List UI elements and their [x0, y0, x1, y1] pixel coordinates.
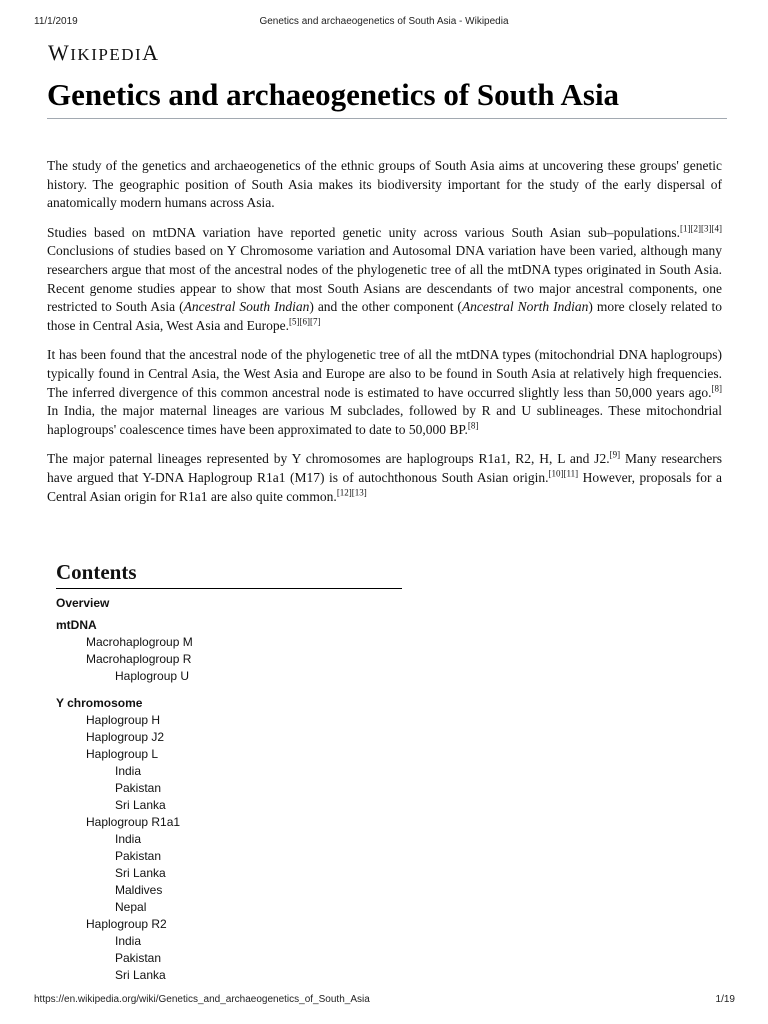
toc-item-l-india[interactable]: India — [115, 764, 142, 778]
toc-item-macrohaplogroup-r[interactable]: Macrohaplogroup R — [86, 652, 192, 666]
toc-item-r2-pakistan[interactable]: Pakistan — [115, 951, 162, 965]
print-url: https://en.wikipedia.org/wiki/Genetics_and_archaeogenetics_of_South_Asia — [34, 994, 370, 1005]
toc-item-r2-india[interactable]: India — [115, 934, 142, 948]
toc-item-r1a1-sri-lanka[interactable]: Sri Lanka — [115, 866, 166, 880]
citation-refs[interactable]: [5][6][7] — [289, 316, 321, 327]
article-body — [47, 157, 722, 517]
print-page-number: 1/19 — [715, 994, 735, 1005]
toc-item-l-pakistan[interactable]: Pakistan — [115, 781, 162, 795]
toc-item-l-sri-lanka[interactable]: Sri Lanka — [115, 798, 166, 812]
citation-refs[interactable]: [9] — [609, 449, 621, 460]
print-date: 11/1/2019 — [34, 16, 78, 27]
table-of-contents — [56, 558, 402, 984]
toc-item-mtdna[interactable]: mtDNA — [56, 618, 97, 632]
paragraph-mtdna: It has been found that the ancestral node of the phylogenetic tree of all the mtDNA types (mitochondrial DNA haplogroups) typically found in Central Asia, the West Asia and Europe are also to be found in South Asia at relatively high frequencies. The inferred divergence of this common ancestral node is estimated to have occurred slightly less than 50,000 years ago.[8] In India, the major maternal lineages are various M subclades, followed by R and U sublineages. These mitochondrial haplogroups' coalescence times have been approximated to date to 50,000 BP.[8] — [47, 347, 722, 437]
toc-item-haplogroup-j2[interactable]: Haplogroup J2 — [86, 730, 165, 744]
toc-heading: Contents — [56, 558, 402, 589]
toc-item-r1a1-india[interactable]: India — [115, 832, 142, 846]
citation-refs[interactable]: [8] — [467, 420, 479, 431]
paragraph-paternal: The major paternal lineages represented by Y chromosomes are haplogroups R1a1, R2, H, L and J2.[9] Many researchers have argued that Y-DNA Haplogroup R1a1 (M17) is of autochthonous South Asian origin.[10][11] However, proposals for a Central Asian origin for R1a1 are also quite common.[12][13] — [47, 449, 723, 504]
toc-item-haplogroup-r1a1[interactable]: Haplogroup R1a1 — [86, 815, 181, 829]
wikipedia-wordmark: WIKIPEDIA — [48, 40, 160, 65]
print-header — [0, 16, 768, 30]
toc-item-r1a1-pakistan[interactable]: Pakistan — [115, 849, 162, 863]
toc-item-r2-sri-lanka[interactable]: Sri Lanka — [115, 968, 166, 982]
toc-item-y-chromosome[interactable]: Y chromosome — [56, 696, 143, 710]
citation-refs[interactable]: [12][13] — [336, 487, 367, 497]
print-page-title: Genetics and archaeogenetics of South Asia - Wikipedia — [259, 16, 509, 27]
paragraph-intro: The study of the genetics and archaeogenetics of the ethnic groups of South Asia aims at uncovering these groups' genetic history. The geographic position of South Asia makes its biodiversity important for the study of the early dispersal of anatomically modern humans across Asia. — [47, 158, 722, 211]
citation-refs[interactable]: [1][2][3][4] — [680, 223, 722, 234]
toc-item-r1a1-maldives[interactable]: Maldives — [115, 883, 163, 897]
toc-item-haplogroup-l[interactable]: Haplogroup L — [86, 747, 159, 761]
paragraph-studies: Studies based on mtDNA variation have reported genetic unity across various South Asian sub–populations.[1][2][3][4] Conclusions of studies based on Y Chromosome variation and Autosomal DNA variation have been varied, although many researchers argue that most of the ancestral nodes of the phylogenetic tree of all the mtDNA types originated in South Asia. Recent genome studies appear to show that most South Asians are descendants of two major ancestral components, one restricted to South Asia (Ancestral South Indian) and the other component (Ancestral North Indian) more closely related to those in Central Asia, West Asia and Europe.[5][6][7] — [47, 223, 722, 333]
citation-refs[interactable]: [8] — [711, 383, 722, 394]
toc-item-r1a1-nepal[interactable]: Nepal — [115, 900, 147, 914]
toc-item-overview[interactable]: Overview — [56, 596, 110, 610]
print-footer — [0, 994, 768, 1008]
page-title: Genetics and archaeogenetics of South Asia — [47, 77, 727, 119]
citation-refs[interactable]: [10][11] — [548, 468, 579, 479]
toc-list — [56, 595, 402, 984]
toc-item-haplogroup-r2[interactable]: Haplogroup R2 — [86, 917, 167, 931]
toc-item-haplogroup-h[interactable]: Haplogroup H — [86, 713, 161, 727]
toc-item-macrohaplogroup-m[interactable]: Macrohaplogroup M — [86, 635, 193, 649]
toc-item-haplogroup-u[interactable]: Haplogroup U — [115, 669, 190, 683]
